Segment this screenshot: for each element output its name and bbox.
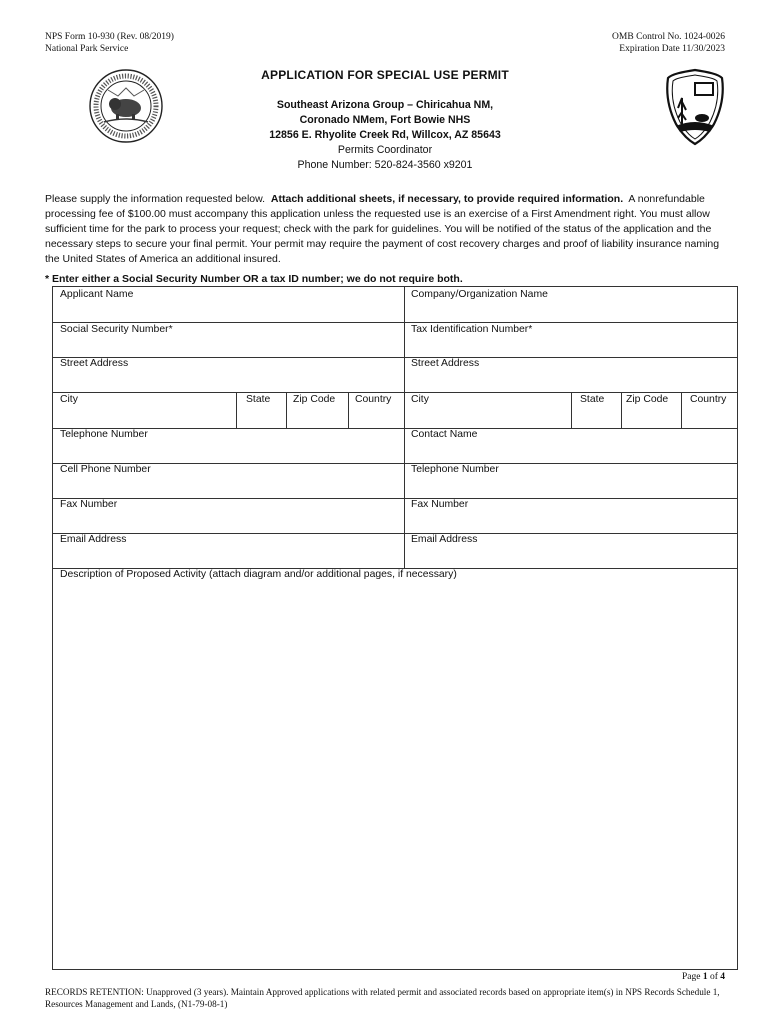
ssn-note: * Enter either a Social Security Number OR a tax ID number; we do not require both. <box>45 273 463 285</box>
activity-description-area[interactable] <box>53 583 737 969</box>
applicant-country-field[interactable]: Country <box>355 394 392 405</box>
applicant-zip-field[interactable]: Zip Code <box>293 394 336 405</box>
applicant-city-field[interactable]: City <box>60 394 78 405</box>
omb-control-number: OMB Control No. 1024-0026 <box>612 32 725 42</box>
company-zip-field[interactable]: Zip Code <box>626 394 669 405</box>
permits-coordinator: Permits Coordinator <box>337 144 433 156</box>
company-fax-field[interactable]: Fax Number <box>411 499 469 510</box>
company-country-field[interactable]: Country <box>690 394 727 405</box>
company-name-field[interactable]: Company/Organization Name <box>411 289 548 300</box>
park-street-address: 12856 E. Rhyolite Creek Rd, Willcox, AZ 85643 <box>269 129 501 141</box>
page-of: of <box>709 972 718 982</box>
company-email-field[interactable]: Email Address <box>411 534 478 545</box>
instructions-part2: Attach additional sheets, if necessary, to provide required information. <box>270 193 624 205</box>
company-state-field[interactable]: State <box>580 394 605 405</box>
application-form <box>52 286 738 970</box>
form-header-right <box>612 31 725 55</box>
phone-number: Phone Number: 520-824-3560 x9201 <box>297 159 473 171</box>
page-current: 1 <box>702 972 708 982</box>
instructions-part1: Please supply the information requested below. <box>45 193 266 205</box>
tax-id-field[interactable]: Tax Identification Number* <box>411 324 533 335</box>
records-retention-note: RECORDS RETENTION: Unapproved (3 years). Maintain Approved applications with related permit and associated records based on appropriate item(s) in NPS Records Schedule 1, Resources Management and Lands, (N1-79-08-1) <box>45 987 720 1009</box>
cell-phone-field[interactable]: Cell Phone Number <box>60 464 151 475</box>
form-header-left <box>45 31 174 55</box>
page-label: Page <box>681 972 701 982</box>
form-number: NPS Form 10-930 (Rev. 08/2019) <box>45 32 174 42</box>
ssn-field[interactable]: Social Security Number* <box>60 324 173 335</box>
contact-name-field[interactable]: Contact Name <box>411 429 478 440</box>
instructions-paragraph <box>45 192 725 267</box>
agency-name: National Park Service <box>45 44 129 54</box>
park-name-line2: Coronado NMem, Fort Bowie NHS <box>299 114 471 126</box>
applicant-name-field[interactable]: Applicant Name <box>60 289 134 300</box>
applicant-fax-field[interactable]: Fax Number <box>60 499 118 510</box>
applicant-state-field[interactable]: State <box>246 394 271 405</box>
applicant-email-field[interactable]: Email Address <box>60 534 127 545</box>
page-total: 4 <box>720 972 725 982</box>
park-address-block <box>0 98 770 173</box>
page-number <box>682 972 725 982</box>
activity-description-label: Description of Proposed Activity (attach diagram and/or additional pages, if necessary) <box>60 569 457 580</box>
company-telephone-field[interactable]: Telephone Number <box>411 464 499 475</box>
expiration-date: Expiration Date 11/30/2023 <box>619 44 725 54</box>
applicant-telephone-field[interactable]: Telephone Number <box>60 429 148 440</box>
applicant-street-field[interactable]: Street Address <box>60 358 129 369</box>
company-street-field[interactable]: Street Address <box>411 358 480 369</box>
instructions-part3: A nonrefundable processing fee of $100.00 must accompany this application unless the requested use is an exercise of a First Amendment right. You must allow sufficient time for the park to process your request; check with the park for guidelines. You will be notified of the status of the application and the necessary steps to secure your final permit. Your permit may require the payment of cost recovery charges and proof of liability insurance naming the United States of America an additional insured. <box>45 193 720 265</box>
park-name-line1: Southeast Arizona Group – Chiricahua NM, <box>276 99 494 111</box>
page-title: APPLICATION FOR SPECIAL USE PERMIT <box>261 68 509 82</box>
company-city-field[interactable]: City <box>411 394 429 405</box>
